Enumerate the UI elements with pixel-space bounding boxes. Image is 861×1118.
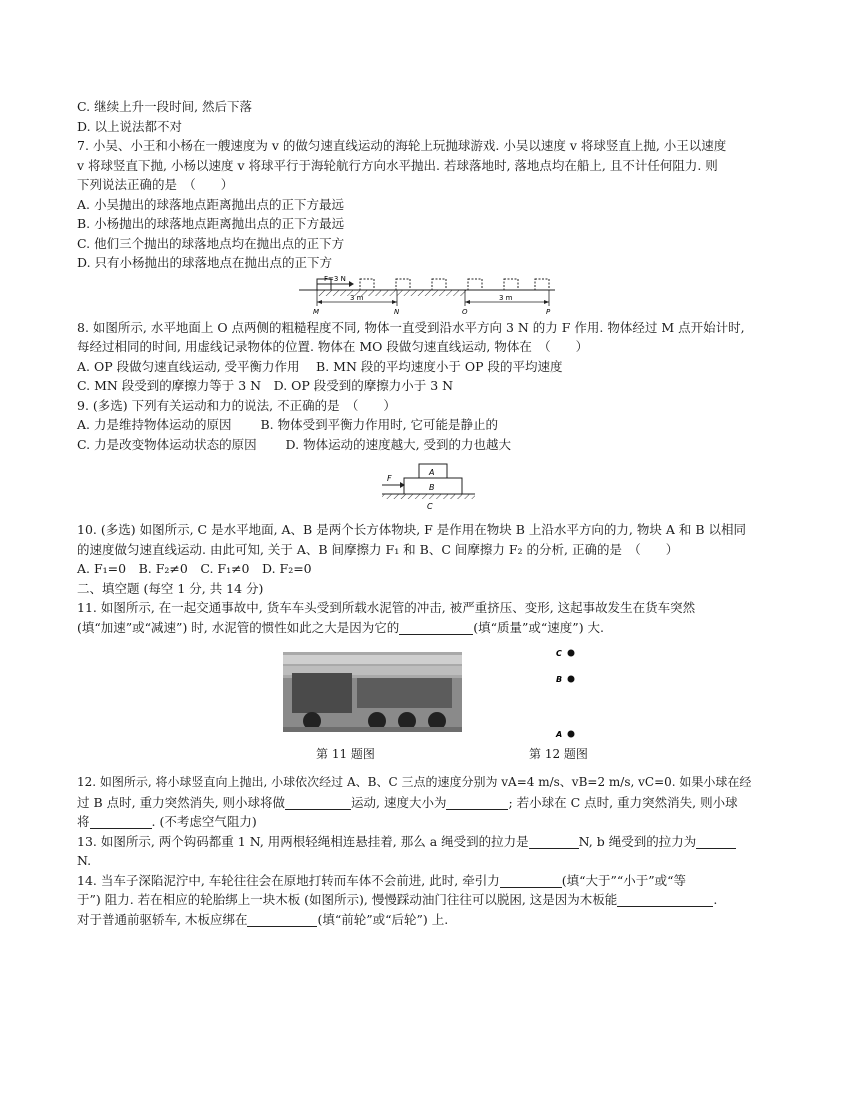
section-2-heading: 二、填空题 (每空 1 分, 共 14 分) <box>77 580 264 596</box>
q12-text-4: 将 <box>77 814 90 829</box>
q12-label-c: C <box>556 649 562 658</box>
q14-text-1: 14. 当车子深陷泥泞中, 车轮往往会在原地打转而车体不会前进, 此时, 牵引力 <box>77 872 500 888</box>
q9-options-ab: A. 力是维持物体运动的原因 B. 物体受到平衡力作用时, 它可能是静止的 <box>77 417 499 432</box>
q8-block-dashed <box>504 279 518 290</box>
q13-text-2: N, b 绳受到的拉力为 <box>578 833 697 849</box>
q12-stem-line2 <box>77 793 789 813</box>
q8-options-ab: A. OP 段做匀速直线运动, 受平衡力作用 B. MN 段的平均速度小于 OP 段的平均速度 <box>77 358 563 374</box>
q12-point-c <box>568 650 575 657</box>
q13-stem-line2: N. <box>77 853 92 868</box>
q12-text-1: 过 B 点时, 重力突然消失, 则小球将做 <box>77 794 286 810</box>
q8-block-dashed <box>468 279 482 290</box>
q14-text-3: 于”) 阻力. 若在相应的轮胎绑上一块木板 (如图所示), 慢慢踩动油门往往可以脱困, 这是因为木板能 <box>77 892 618 907</box>
q8-stem-line2: 每经过相同的时间, 用虚线记录物体的位置. 物体在 MO 段做匀速直线运动, 物体在 （ ） <box>77 339 589 354</box>
q14-text-6: (填“前轮”或“后轮”) 上. <box>317 911 449 927</box>
q9-stem: 9. (多选) 下列有关运动和力的说法, 不正确的是 （ ） <box>77 397 396 413</box>
q12-text-2: 运动, 速度大小为 <box>351 794 447 810</box>
q14-text-5: 对于普通前驱轿车, 木板应绑在 <box>77 911 248 927</box>
q8-figure <box>77 276 789 318</box>
q10-options: A. F₁=0 B. F₂≠0 C. F₁≠0 D. F₂=0 <box>77 561 312 576</box>
q8-diagram <box>77 276 789 318</box>
q13-blank-2[interactable] <box>696 835 736 849</box>
q8-point-p: P <box>546 307 551 316</box>
q8-point-m: M <box>313 307 320 316</box>
q8-options-cd: C. MN 段受到的摩擦力等于 3 N D. OP 段受到的摩擦力小于 3 N <box>77 378 454 393</box>
q8-block-dashed <box>535 279 549 290</box>
q8-point-o: O <box>462 307 468 316</box>
q9-options-cd: C. 力是改变物体运动状态的原因 D. 物体运动的速度越大, 受到的力也越大 <box>77 436 512 452</box>
q11-stem-line1: 11. 如图所示, 在一起交通事故中, 货车车头受到所载水泥管的冲击, 被严重挤压、变形, 这起事故发生在货车突然 <box>77 600 696 615</box>
q12-point-b <box>568 676 575 683</box>
q10-label-f: F <box>387 474 392 483</box>
q11-caption: 第 11 题图 <box>316 747 375 761</box>
q10-label-b: B <box>429 483 435 492</box>
q10-figure <box>77 462 789 520</box>
q12-stem-line1: 12. 如图所示, 将小球竖直向上抛出, 小球依次经过 A、B、C 三点的速度分别为 vA=4 m/s、vB=2 m/s, vC=0. 如果小球在经 <box>77 775 752 789</box>
q6-option-d: D. 以上说法都不对 <box>77 118 183 134</box>
q8-dist-mn: 3 m <box>350 293 364 302</box>
q10-diagram <box>77 462 789 520</box>
q12-text-5: . (不考虑空气阻力) <box>151 814 257 829</box>
q12-text-3: ; 若小球在 C 点时, 重力突然消失, 则小球 <box>508 794 738 810</box>
q12-caption: 第 12 题图 <box>529 747 588 761</box>
q8-block-dashed <box>432 279 446 290</box>
q10-ground-hatch <box>382 494 475 499</box>
q13-stem-line1 <box>77 832 789 852</box>
q14-text-2: (填“大于”“小于”或“等 <box>561 872 687 888</box>
q13-text-1: 13. 如图所示, 两个钩码都重 1 N, 用两根轻绳相连悬挂着, 那么 a 绳受到的拉力是 <box>77 833 529 849</box>
q8-dist-op: 3 m <box>499 293 513 302</box>
q10-label-a: A <box>429 468 435 477</box>
q12-point-a <box>568 731 575 738</box>
q12-blank-2[interactable] <box>446 796 508 810</box>
q14-blank-1[interactable] <box>500 874 562 888</box>
q12-stem-line3 <box>77 812 789 832</box>
q14-blank-3[interactable] <box>247 913 317 927</box>
q11-q12-figures <box>77 643 789 773</box>
q6-option-c: C. 继续上升一段时间, 然后下落 <box>77 99 253 114</box>
q14-blank-2[interactable] <box>617 893 713 907</box>
q8-point-n: N <box>394 307 400 316</box>
q7-stem-line2: v 将球竖直下抛, 小杨以速度 v 将球平行于海轮航行方向水平抛出. 若球落地时, 落地点均在船上, 且不计任何阻力. 则 <box>77 157 718 173</box>
q10-stem-line2: 的速度做匀速直线运动. 由此可知, 关于 A、B 间摩擦力 F₁ 和 B、C 间摩擦力 F₂ 的分析, 正确的是 （ ） <box>77 541 679 557</box>
q14-stem-line2 <box>77 890 789 910</box>
q12-label-b: B <box>556 675 563 684</box>
q8-stem-line1: 8. 如图所示, 水平地面上 O 点两侧的粗糙程度不同, 物体一直受到沿水平方向 3 N 的力 F 作用. 物体经过 M 点开始计时, <box>77 319 745 335</box>
q8-block-dashed <box>396 279 410 290</box>
q11-blank-2[interactable] <box>399 621 473 635</box>
q14-stem-line3 <box>77 910 789 930</box>
q7-option-a: A. 小吴抛出的球落地点距离抛出点的正下方最远 <box>77 196 344 212</box>
q12-blank-1[interactable] <box>285 796 351 810</box>
q7-option-c: C. 他们三个抛出的球落地点均在抛出点的正下方 <box>77 235 345 251</box>
q7-stem-line1: 7. 小吴、小王和小杨在一艘速度为 v 的做匀速直线运动的海轮上玩抛球游戏. 小吴以速度 v 将球竖直上抛, 小王以速度 <box>77 138 727 153</box>
q12-label-a: A <box>556 730 563 739</box>
q13-blank-1[interactable] <box>529 835 579 849</box>
q11-stem-line2 <box>77 618 789 638</box>
exam-page <box>77 97 789 929</box>
q8-block-dashed <box>360 279 374 290</box>
q7-option-b: B. 小杨抛出的球落地点距离抛出点的正下方最远 <box>77 216 345 231</box>
q12-blank-3[interactable] <box>90 815 152 829</box>
q11-text-1: (填“加速”或“减速”) 时, 水泥管的惯性如此之大是因为它的 <box>77 619 400 635</box>
q7-stem-line3: 下列说法正确的是 （ ） <box>77 177 234 192</box>
q7-option-d: D. 只有小杨抛出的球落地点在抛出点的正下方 <box>77 255 333 270</box>
q11-text-2: (填“质量”或“速度”) 大. <box>473 619 605 635</box>
q14-stem-line1 <box>77 871 789 891</box>
q8-rough-surface <box>317 290 467 296</box>
q10-stem-line1: 10. (多选) 如图所示, C 是水平地面, A、B 是两个长方体物块, F 是作用在物块 B 上沿水平方向的力, 物块 A 和 B 以相同 <box>77 522 746 537</box>
q12-diagram <box>77 643 789 773</box>
q10-label-c: C <box>427 502 433 511</box>
q8-force-label: F=3 N <box>324 275 346 283</box>
q14-text-4: . <box>713 892 718 907</box>
